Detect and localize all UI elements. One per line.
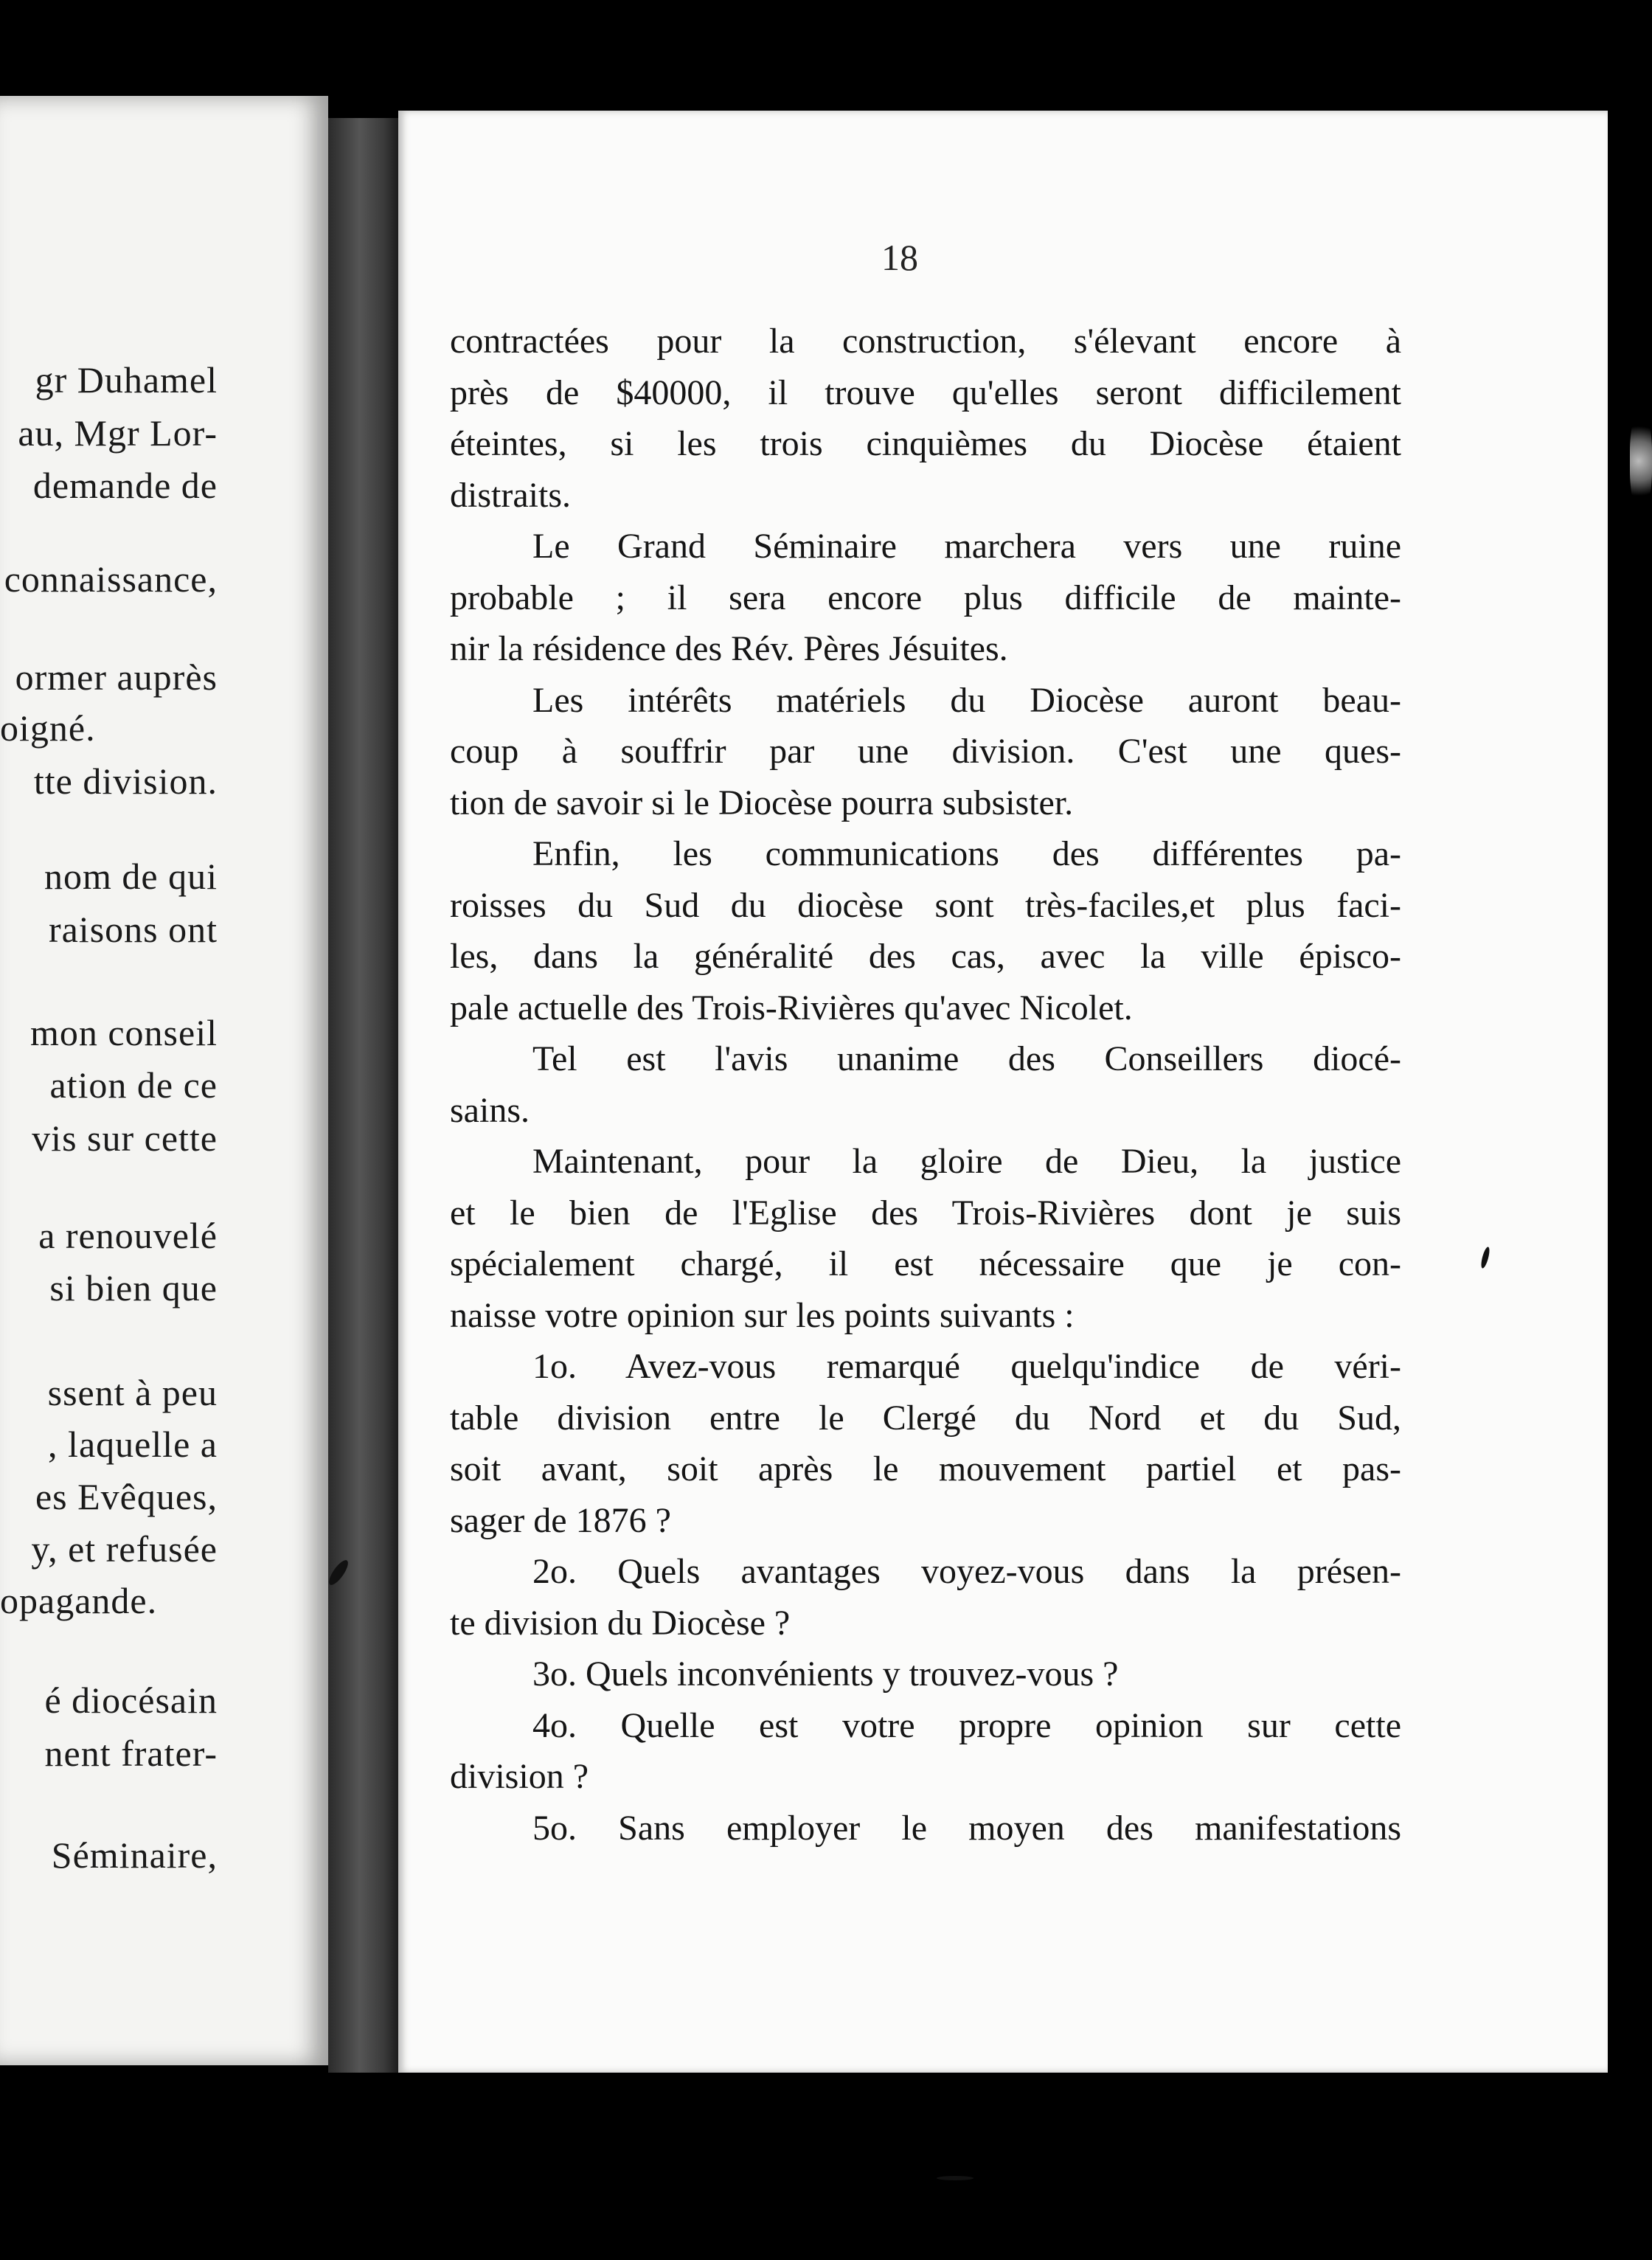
text-line: tion de savoir si le Diocèse pourra subsister. — [450, 783, 1074, 822]
text-line: Enfin, les communications des différentes pa- — [532, 834, 1401, 873]
text-line: éteintes, si les trois cinquièmes du Diocèse étaient — [450, 424, 1401, 463]
left-line: au, Mgr Lor- — [18, 412, 218, 454]
left-line: vis sur cette — [32, 1117, 218, 1159]
text-line: division ? — [450, 1757, 589, 1796]
left-line: é diocésain — [44, 1680, 218, 1721]
left-line: a renouvelé — [38, 1215, 218, 1256]
page-number: 18 — [881, 237, 918, 278]
left-line: connaissance, — [4, 558, 218, 600]
left-line: es Evêques, — [35, 1476, 218, 1517]
left-line: demande de — [32, 465, 218, 506]
text-line: les, dans la généralité des cas, avec la ville épisco- — [450, 937, 1401, 976]
left-line: ation de ce — [49, 1064, 218, 1106]
scan-speck — [937, 2176, 974, 2180]
text-line: sager de 1876 ? — [450, 1500, 671, 1540]
text-line: 3o. Quels inconvénients y trouvez-vous ? — [532, 1654, 1119, 1694]
text-line: coup à souffrir par une division. C'est une ques- — [450, 732, 1401, 771]
text-line: 2o. Quels avantages voyez-vous dans la présen- — [532, 1552, 1401, 1591]
text-line: sains. — [450, 1090, 530, 1130]
left-line: Séminaire, — [51, 1834, 218, 1876]
text-line: 5o. Sans employer le moyen des manifestations — [532, 1808, 1401, 1848]
left-line: oigné. — [0, 707, 96, 749]
text-line: pale actuelle des Trois-Rivières qu'avec Nicolet. — [450, 988, 1133, 1027]
text-line: table division entre le Clergé du Nord et du Sud, — [450, 1398, 1401, 1438]
left-line: opagande. — [0, 1580, 158, 1621]
text-line: nir la résidence des Rév. Pères Jésuites. — [450, 629, 1008, 668]
left-line: y, et refusée — [31, 1528, 218, 1570]
text-line: 4o. Quelle est votre propre opinion sur cette — [532, 1705, 1401, 1745]
left-line: mon conseil — [30, 1012, 218, 1053]
text-line: contractées pour la construction, s'élevant encore à — [450, 322, 1401, 361]
text-line: naisse votre opinion sur les points suivants : — [450, 1295, 1075, 1335]
text-line: soit avant, soit après le mouvement partiel et pas- — [450, 1449, 1401, 1488]
text-line: et le bien de l'Eglise des Trois-Rivières dont je suis — [450, 1193, 1401, 1233]
page-body-text — [450, 316, 1401, 1854]
left-line: nom de qui — [44, 856, 218, 897]
text-line: te division du Diocèse ? — [450, 1603, 791, 1643]
left-line: gr Duhamel — [35, 359, 218, 401]
text-line: Le Grand Séminaire marchera vers une ruine — [532, 527, 1401, 566]
text-line: Maintenant, pour la gloire de Dieu, la justice — [532, 1142, 1401, 1181]
text-line: spécialement chargé, il est nécessaire que je con- — [450, 1244, 1401, 1283]
left-line: ssent à peu — [47, 1372, 218, 1413]
text-line: 1o. Avez-vous remarqué quelqu'indice de véri- — [532, 1347, 1401, 1386]
left-page — [0, 96, 328, 2065]
left-line: si bien que — [49, 1267, 218, 1308]
book-gutter — [328, 118, 398, 2073]
text-line: distraits. — [450, 475, 571, 515]
text-line: près de $40000, il trouve qu'elles seront difficilement — [450, 372, 1401, 412]
left-line: ormer auprès — [15, 656, 218, 698]
text-line: Les intérêts matériels du Diocèse auront beau- — [532, 680, 1401, 720]
left-line: , laquelle a — [48, 1424, 218, 1465]
text-line: probable ; il sera encore plus difficile de mainte- — [450, 578, 1401, 617]
scan-edge-artifact — [1630, 413, 1652, 509]
left-line: nent frater- — [44, 1733, 218, 1774]
left-line: tte division. — [33, 760, 218, 802]
left-line: raisons ont — [48, 909, 218, 950]
text-line: roisses du Sud du diocèse sont très-faciles,et plus faci- — [450, 885, 1401, 925]
text-line: Tel est l'avis unanime des Conseillers diocé- — [532, 1039, 1401, 1078]
